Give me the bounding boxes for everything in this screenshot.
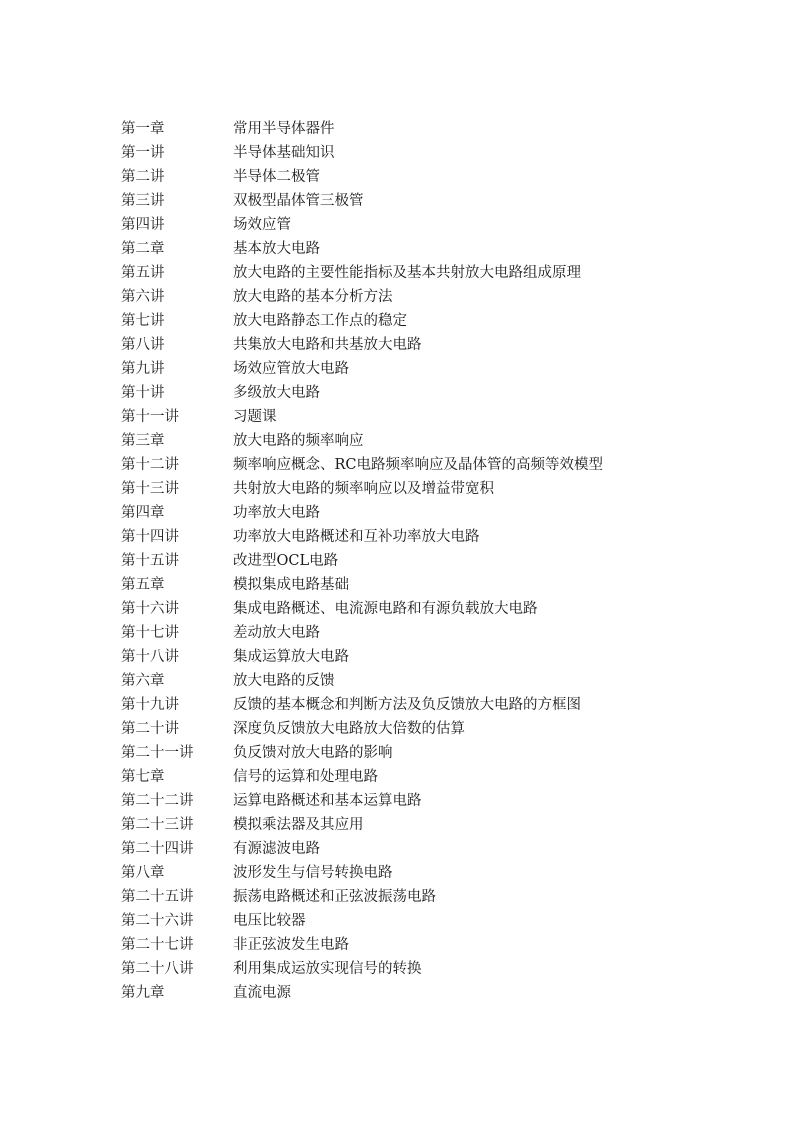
toc-entry: [121, 309, 741, 333]
toc-entry-number: 第四讲: [121, 217, 165, 233]
toc-entry-number: 第三章: [121, 433, 165, 449]
toc-entry: [121, 525, 741, 549]
toc-entry-number: 第二十八讲: [121, 961, 194, 977]
toc-entry-number: 第二十一讲: [121, 745, 194, 761]
toc-entry: [121, 501, 741, 525]
toc-entry: [121, 405, 741, 429]
toc-entry-number: 第二十五讲: [121, 889, 194, 905]
toc-entry: [121, 933, 741, 957]
toc-entry: [121, 573, 741, 597]
toc-entry: [121, 693, 741, 717]
toc-entry-title: 共集放大电路和共基放大电路: [233, 337, 422, 353]
toc-entry-title: 多级放大电路: [233, 385, 320, 401]
toc-entry-number: 第五章: [121, 577, 165, 593]
toc-entry-number: 第二十讲: [121, 721, 179, 737]
toc-entry-number: 第十三讲: [121, 481, 179, 497]
toc-entry: [121, 237, 741, 261]
toc-entry-title: 场效应管: [233, 217, 291, 233]
toc-entry-number: 第十讲: [121, 385, 165, 401]
toc-entry: [121, 765, 741, 789]
toc-entry-number: 第一讲: [121, 145, 165, 161]
toc-entry: [121, 789, 741, 813]
toc-entry-title: 波形发生与信号转换电路: [233, 865, 393, 881]
toc-entry-title: 放大电路的反馈: [233, 673, 335, 689]
toc-entry-number: 第二十六讲: [121, 913, 194, 929]
toc-entry: [121, 597, 741, 621]
toc-entry-number: 第二十四讲: [121, 841, 194, 857]
toc-entry-number: 第十八讲: [121, 649, 179, 665]
toc-entry: [121, 861, 741, 885]
toc-entry-title: 电压比较器: [233, 913, 306, 929]
toc-entry-number: 第二章: [121, 241, 165, 257]
toc-entry: [121, 333, 741, 357]
toc-entry-title: 集成电路概述、电流源电路和有源负载放大电路: [233, 601, 538, 617]
toc-entry: [121, 549, 741, 573]
toc-entry-number: 第一章: [121, 121, 165, 137]
toc-entry-title: 非正弦波发生电路: [233, 937, 349, 953]
toc-entry-number: 第二十二讲: [121, 793, 194, 809]
toc-entry-number: 第十二讲: [121, 457, 179, 473]
toc-entry-title: 放大电路的频率响应: [233, 433, 364, 449]
toc-entry: [121, 741, 741, 765]
toc-entry-title: 模拟乘法器及其应用: [233, 817, 364, 833]
toc-entry: [121, 981, 741, 1005]
table-of-contents: [121, 117, 741, 1005]
toc-entry-number: 第八章: [121, 865, 165, 881]
toc-entry-number: 第二十七讲: [121, 937, 194, 953]
toc-entry-title: 习题课: [233, 409, 277, 425]
toc-entry: [121, 285, 741, 309]
toc-entry: [121, 189, 741, 213]
toc-entry-title: 场效应管放大电路: [233, 361, 349, 377]
toc-entry-number: 第十四讲: [121, 529, 179, 545]
toc-entry: [121, 813, 741, 837]
toc-entry-number: 第九讲: [121, 361, 165, 377]
toc-entry-number: 第九章: [121, 985, 165, 1001]
toc-entry-number: 第十七讲: [121, 625, 179, 641]
toc-entry: [121, 645, 741, 669]
toc-entry: [121, 165, 741, 189]
toc-entry-title: 振荡电路概述和正弦波振荡电路: [233, 889, 436, 905]
toc-entry-title: 模拟集成电路基础: [233, 577, 349, 593]
toc-entry-title: 双极型晶体管三极管: [233, 193, 364, 209]
toc-entry-title: 放大电路的主要性能指标及基本共射放大电路组成原理: [233, 265, 581, 281]
toc-entry-number: 第十六讲: [121, 601, 179, 617]
toc-entry-number: 第四章: [121, 505, 165, 521]
toc-entry-number: 第三讲: [121, 193, 165, 209]
toc-entry-title: 改进型OCL电路: [233, 553, 339, 569]
toc-entry-title: 有源滤波电路: [233, 841, 320, 857]
toc-entry-title: 深度负反馈放大电路放大倍数的估算: [233, 721, 465, 737]
toc-entry: [121, 117, 741, 141]
toc-entry-title: 功率放大电路概述和互补功率放大电路: [233, 529, 480, 545]
toc-entry: [121, 141, 741, 165]
toc-entry-title: 反馈的基本概念和判断方法及负反馈放大电路的方框图: [233, 697, 581, 713]
toc-entry: [121, 381, 741, 405]
toc-entry: [121, 429, 741, 453]
toc-entry-number: 第二讲: [121, 169, 165, 185]
toc-entry-title: 运算电路概述和基本运算电路: [233, 793, 422, 809]
toc-entry-title: 常用半导体器件: [233, 121, 335, 137]
toc-entry-title: 差动放大电路: [233, 625, 320, 641]
toc-entry: [121, 957, 741, 981]
toc-entry-number: 第十一讲: [121, 409, 179, 425]
toc-entry-title: 直流电源: [233, 985, 291, 1001]
toc-entry-number: 第八讲: [121, 337, 165, 353]
toc-entry: [121, 261, 741, 285]
toc-entry: [121, 453, 741, 477]
toc-entry: [121, 621, 741, 645]
toc-entry-title: 信号的运算和处理电路: [233, 769, 378, 785]
toc-entry-title: 放大电路静态工作点的稳定: [233, 313, 407, 329]
toc-entry: [121, 669, 741, 693]
toc-entry-number: 第六章: [121, 673, 165, 689]
toc-entry-title: 集成运算放大电路: [233, 649, 349, 665]
toc-entry-title: 共射放大电路的频率响应以及增益带宽积: [233, 481, 494, 497]
toc-entry: [121, 885, 741, 909]
toc-entry-title: 半导体基础知识: [233, 145, 335, 161]
toc-entry-number: 第十九讲: [121, 697, 179, 713]
toc-entry: [121, 357, 741, 381]
toc-entry: [121, 213, 741, 237]
toc-entry-title: 频率响应概念、RC电路频率响应及晶体管的高频等效模型: [233, 457, 604, 473]
toc-entry: [121, 909, 741, 933]
toc-entry: [121, 837, 741, 861]
toc-entry-title: 利用集成运放实现信号的转换: [233, 961, 422, 977]
toc-entry-title: 放大电路的基本分析方法: [233, 289, 393, 305]
toc-entry-number: 第十五讲: [121, 553, 179, 569]
toc-entry-number: 第二十三讲: [121, 817, 194, 833]
toc-entry: [121, 717, 741, 741]
toc-entry-title: 基本放大电路: [233, 241, 320, 257]
toc-entry-number: 第七讲: [121, 313, 165, 329]
toc-entry-title: 半导体二极管: [233, 169, 320, 185]
toc-entry-number: 第七章: [121, 769, 165, 785]
toc-entry: [121, 477, 741, 501]
toc-entry-title: 功率放大电路: [233, 505, 320, 521]
toc-entry-number: 第五讲: [121, 265, 165, 281]
toc-entry-number: 第六讲: [121, 289, 165, 305]
toc-entry-title: 负反馈对放大电路的影响: [233, 745, 393, 761]
